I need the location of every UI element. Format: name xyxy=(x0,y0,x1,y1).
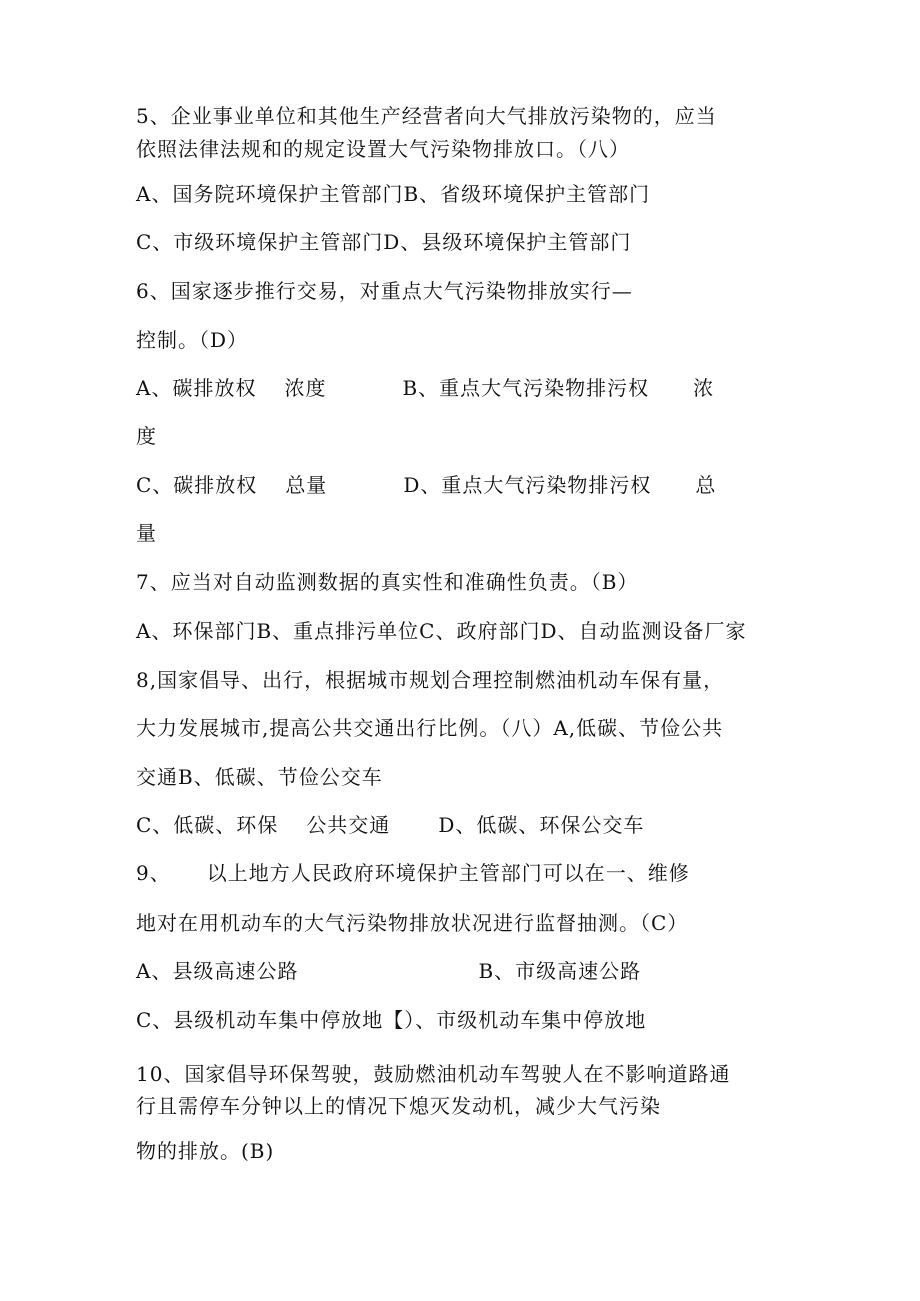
q6-option-c: C、碳排放权 xyxy=(136,473,258,497)
q6-option-b-wrap: 度 xyxy=(136,424,157,448)
q6-options-ab xyxy=(136,375,714,401)
q6-option-b-extra: 浓 xyxy=(693,376,715,400)
q9-option-a: A、县级高速公路 xyxy=(136,959,299,983)
q10-line-1: 10、国家倡导环保驾驶，鼓励燃油机动车驾驶人在不影响道路通 xyxy=(136,1062,731,1086)
q10-line-2: 行且需停车分钟以上的情况下熄灭发动机，减少大气污染 xyxy=(136,1094,661,1118)
q9-text: 以上地方人民政府环境保护主管部门可以在一、维修 xyxy=(206,861,690,885)
q8-line-1: 8,国家倡导、出行，根据城市规划合理控制燃油机动车保有量， xyxy=(136,668,725,692)
q6-option-a-extra: 浓度 xyxy=(284,376,327,400)
q6-options-cd xyxy=(136,472,716,498)
q9-line-1 xyxy=(136,860,690,886)
q8-line-2: 大力发展城市,提高公共交通出行比例。（八）A,低碳、节俭公共 xyxy=(136,716,724,740)
q6-option-d-wrap: 量 xyxy=(136,521,157,545)
q8-option-c: C、低碳、环保 xyxy=(136,813,279,837)
q7-options: A、环保部门B、重点排污单位C、政府部门D、自动监测设备厂家 xyxy=(136,619,747,643)
q6-line-1: 6、国家逐步推行交易，对重点大气污染物排放实行— xyxy=(136,279,633,303)
q8-line-3: 交通B、低碳、节俭公交车 xyxy=(136,765,383,789)
q5-options-cd: C、市级环境保护主管部门D、县级环境保护主管部门 xyxy=(136,230,632,254)
q10-line-3: 物的排放。(B) xyxy=(136,1139,275,1163)
q8-option-d: D、低碳、环保公交车 xyxy=(438,813,645,837)
q9-number: 9、 xyxy=(136,861,171,885)
q6-line-2: 控制。（D） xyxy=(136,328,249,352)
q6-option-c-extra: 总量 xyxy=(285,473,328,497)
q5-line-2: 依照法律法规和的规定设置大气污染物排放口。（八） xyxy=(136,137,630,161)
q6-option-b: B、重点大气污染物排污权 xyxy=(402,376,650,400)
q8-options-cd xyxy=(136,812,644,838)
q6-option-d-extra: 总 xyxy=(695,473,717,497)
q8-option-c-extra: 公共交通 xyxy=(306,813,391,837)
q9-options-cd: C、县级机动车集中停放地【）、市级机动车集中停放地 xyxy=(136,1008,647,1032)
q9-option-b: B、市级高速公路 xyxy=(478,959,642,983)
q5-options-ab: A、国务院环境保护主管部门B、省级环境保护主管部门 xyxy=(136,182,651,206)
q9-line-2: 地对在用机动车的大气污染物排放状况进行监督抽测。（C） xyxy=(136,911,689,935)
q6-option-d: D、重点大气污染物排污权 xyxy=(403,473,652,497)
q9-options-ab xyxy=(136,958,641,984)
q7-line-1: 7、应当对自动监测数据的真实性和准确性负责。（B） xyxy=(136,570,639,594)
q5-line-1: 5、企业事业单位和其他生产经营者向大气排放污染物的，应当 xyxy=(136,104,717,128)
q6-option-a: A、碳排放权 xyxy=(136,376,257,400)
